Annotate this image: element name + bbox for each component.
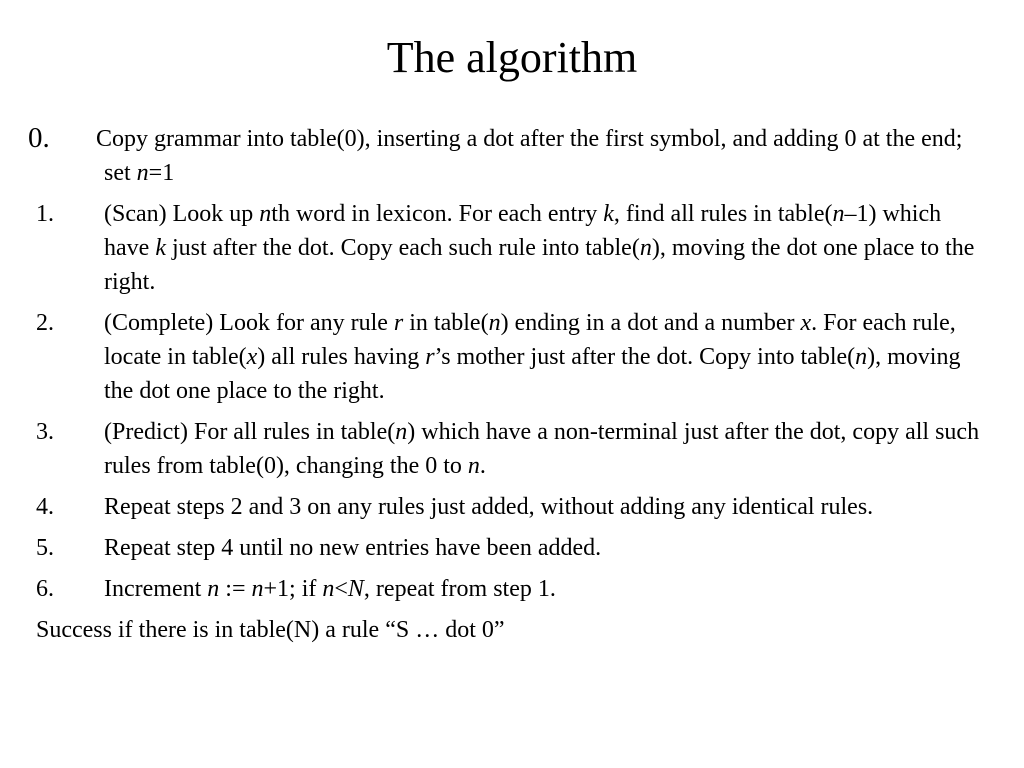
step-item [36,531,986,565]
step-number: 5. [36,535,54,561]
step-item [36,572,986,606]
step-number: 1. [36,201,54,227]
step-number: 3. [36,419,54,445]
step-item [36,490,986,524]
step-text: (Scan) Look up nth word in lexicon. For each entry k, find all rules in table(n–1) which have k just after the dot. Copy each such rule into table(n), moving the dot one place to the right. [104,201,975,295]
slide-title: The algorithm [386,33,638,82]
step-item [36,197,986,299]
step-text: (Complete) Look for any rule r in table(n) ending in a dot and a number x. For each rule, locate in table(x) all rules having r’s mother just after the dot. Copy into table(n), moving the dot one place to the right. [104,310,961,404]
step-text: (Predict) For all rules in table(n) which have a non-terminal just after the dot, copy all such rules from table(0), changing the 0 to n. [104,419,980,479]
step-number: 6. [36,576,54,602]
step-number: 0. [28,122,50,154]
algorithm-steps [28,122,986,647]
step-item [28,122,986,190]
step-number: 4. [36,494,54,520]
step-item [36,306,986,408]
step-number: 2. [36,310,54,336]
step-text: Repeat step 4 until no new entries have been added. [104,535,602,561]
step-item [36,415,986,483]
success-condition: Success if there is in table(N) a rule “S … dot 0” [36,617,505,643]
step-text: Repeat steps 2 and 3 on any rules just added, without adding any identical rules. [104,494,874,520]
step-text: Copy grammar into table(0), inserting a dot after the first symbol, and adding 0 at the end; set n=1 [96,126,963,186]
step-text: Increment n := n+1; if n<N, repeat from step 1. [104,576,556,602]
